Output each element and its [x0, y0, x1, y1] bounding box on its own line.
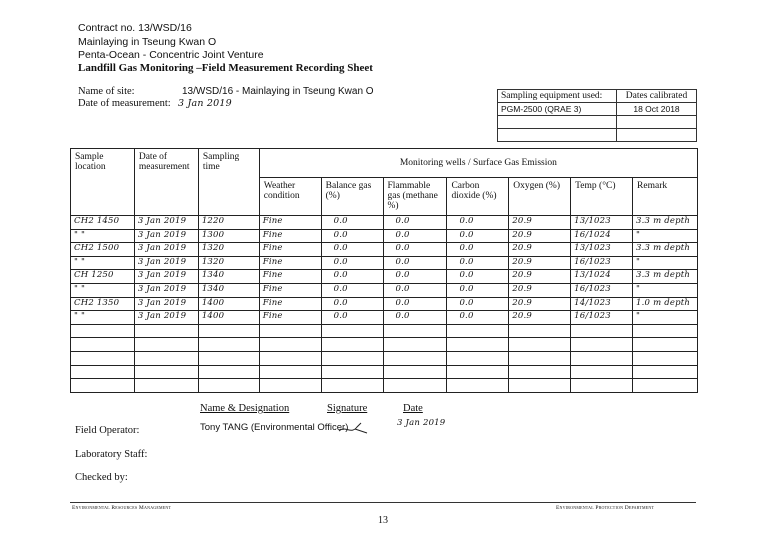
cell-date-value: 3 Jan 2019 — [137, 216, 187, 226]
empty-cell — [71, 324, 135, 338]
cell-time — [198, 243, 259, 257]
cell-bal — [321, 216, 383, 230]
empty-cell — [509, 379, 571, 393]
cell-bal-value: 0.0 — [333, 216, 348, 226]
cell-remark-value: 3.3 m depth — [636, 243, 691, 254]
empty-cell — [198, 365, 259, 379]
cell-co2-value: 0.0 — [459, 229, 474, 240]
cell-remark-value: " — [636, 256, 641, 267]
empty-row — [71, 324, 698, 338]
cell-temp-value: 14/1023 — [574, 297, 611, 308]
empty-cell — [259, 379, 321, 393]
empty-cell — [509, 324, 571, 338]
cell-bal — [321, 270, 383, 284]
cell-loc-value: " " — [74, 229, 86, 240]
cell-weather — [259, 243, 321, 257]
header-sampling-time: Sampling time — [198, 149, 259, 216]
cell-weather-value: Fine — [262, 229, 283, 240]
cell-flam — [383, 256, 447, 270]
cell-loc-value: CH2 1350 — [74, 297, 120, 308]
table-row — [71, 283, 698, 297]
cell-date — [134, 243, 198, 257]
footer-right: Environmental Protection Department — [556, 505, 655, 511]
cell-loc — [71, 229, 135, 243]
cell-loc — [71, 256, 135, 270]
cell-temp-value: 16/1023 — [574, 256, 611, 267]
cell-bal-value: 0.0 — [333, 297, 348, 308]
contractor-name: Penta-Ocean - Concentric Joint Venture — [78, 49, 264, 61]
cell-weather — [259, 297, 321, 311]
cell-flam-value: 0.0 — [395, 297, 410, 308]
cell-flam-value: 0.0 — [395, 229, 410, 240]
empty-cell — [259, 351, 321, 365]
table-row — [71, 256, 698, 270]
cell-bal — [321, 311, 383, 325]
cell-co2-value: 0.0 — [459, 216, 474, 226]
field-operator-name: Tony TANG (Environmental Officer) — [200, 422, 349, 433]
header-weather: Weather condition — [259, 178, 321, 216]
table-row — [71, 297, 698, 311]
cell-weather — [259, 229, 321, 243]
cell-flam-value: 0.0 — [395, 283, 410, 294]
cell-weather-value: Fine — [262, 256, 283, 267]
empty-cell — [71, 351, 135, 365]
cell-date-value: 3 Jan 2019 — [137, 229, 187, 240]
table-row — [71, 229, 698, 243]
cell-date-value: 3 Jan 2019 — [137, 270, 187, 281]
empty-cell — [134, 351, 198, 365]
empty-cell — [633, 351, 698, 365]
empty-cell — [571, 379, 633, 393]
empty-cell — [259, 324, 321, 338]
empty-cell — [383, 365, 447, 379]
cell-date — [134, 256, 198, 270]
cell-temp — [571, 256, 633, 270]
lab-staff-label: Laboratory Staff: — [75, 449, 148, 460]
cell-flam — [383, 283, 447, 297]
cell-temp-value: 16/1023 — [574, 311, 611, 322]
cell-remark — [633, 243, 698, 257]
cell-flam — [383, 243, 447, 257]
cell-co2 — [447, 283, 509, 297]
empty-cell — [134, 324, 198, 338]
cell-loc — [71, 297, 135, 311]
cell-flam-value: 0.0 — [395, 216, 410, 226]
cell-loc-value: CH2 1500 — [74, 243, 120, 254]
cell-bal-value: 0.0 — [333, 229, 348, 240]
empty-cell — [571, 338, 633, 352]
empty-cell — [71, 365, 135, 379]
sheet-title: Landfill Gas Monitoring –Field Measurement Recording Sheet — [78, 62, 373, 74]
cell-flam — [383, 216, 447, 230]
cell-co2 — [447, 243, 509, 257]
empty-cell — [383, 351, 447, 365]
cell-temp — [571, 270, 633, 284]
empty-row — [71, 338, 698, 352]
header-oxygen: Oxygen (%) — [509, 178, 571, 216]
empty-cell — [198, 379, 259, 393]
empty-cell — [198, 351, 259, 365]
empty-cell — [71, 338, 135, 352]
cell-time-value: 1400 — [201, 297, 225, 308]
cell-remark — [633, 283, 698, 297]
contract-number: Contract no. 13/WSD/16 — [78, 22, 192, 34]
empty-row — [71, 351, 698, 365]
cell-time — [198, 229, 259, 243]
cell-date-value: 3 Jan 2019 — [137, 243, 187, 254]
empty-cell — [321, 324, 383, 338]
cell-flam-value: 0.0 — [395, 311, 410, 322]
cell-date-value: 3 Jan 2019 — [137, 283, 187, 294]
empty-cell — [71, 379, 135, 393]
cell-temp — [571, 216, 633, 230]
cell-bal — [321, 256, 383, 270]
cell-loc — [71, 216, 135, 230]
cell-temp-value: 13/1023 — [574, 216, 611, 226]
cell-flam-value: 0.0 — [395, 243, 410, 254]
measurement-table — [70, 148, 698, 393]
cell-o2-value: 20.9 — [512, 256, 533, 267]
header-measurement-date: Date of measurement — [134, 149, 198, 216]
cell-co2-value: 0.0 — [459, 283, 474, 294]
cell-remark — [633, 256, 698, 270]
cell-bal — [321, 229, 383, 243]
cell-remark — [633, 270, 698, 284]
cell-o2-value: 20.9 — [512, 216, 533, 226]
cell-remark-value: " — [636, 283, 641, 294]
empty-cell — [383, 338, 447, 352]
cell-bal-value: 0.0 — [333, 283, 348, 294]
cell-o2-value: 20.9 — [512, 229, 533, 240]
empty-cell — [447, 351, 509, 365]
table-row — [71, 270, 698, 284]
cell-bal — [321, 243, 383, 257]
calibration-equipment-header: Sampling equipment used: — [498, 90, 617, 103]
empty-cell — [259, 365, 321, 379]
cell-loc-value: " " — [74, 256, 86, 267]
empty-cell — [134, 338, 198, 352]
cell-co2-value: 0.0 — [459, 311, 474, 322]
signoff-name-header: Name & Designation — [200, 403, 290, 414]
cell-remark-value: " — [636, 229, 641, 240]
cell-remark — [633, 216, 698, 230]
cell-temp-value: 13/1023 — [574, 243, 611, 254]
cell-loc — [71, 270, 135, 284]
cell-co2 — [447, 216, 509, 230]
cell-temp-value: 16/1023 — [574, 283, 611, 294]
cell-o2 — [509, 283, 571, 297]
site-name-label: Name of site: — [78, 86, 135, 97]
cell-time-value: 1400 — [201, 311, 225, 322]
cell-loc — [71, 283, 135, 297]
cell-flam — [383, 270, 447, 284]
cell-time-value: 1300 — [201, 229, 225, 240]
cell-remark-value: 3.3 m depth — [636, 216, 691, 226]
empty-cell — [134, 365, 198, 379]
cell-o2 — [509, 243, 571, 257]
cell-date — [134, 216, 198, 230]
measurement-date-label: Date of measurement: — [78, 98, 171, 109]
cell-co2-value: 0.0 — [459, 256, 474, 267]
cell-flam — [383, 311, 447, 325]
cell-weather — [259, 256, 321, 270]
cell-co2 — [447, 297, 509, 311]
table-row — [71, 311, 698, 325]
cell-bal-value: 0.0 — [333, 270, 348, 281]
empty-cell — [198, 338, 259, 352]
cell-co2-value: 0.0 — [459, 270, 474, 281]
header-carbon-dioxide: Carbon dioxide (%) — [447, 178, 509, 216]
empty-cell — [633, 324, 698, 338]
cell-temp-value: 13/1024 — [574, 270, 611, 281]
header-remark: Remark — [633, 178, 698, 216]
table-row — [71, 216, 698, 230]
empty-cell — [259, 338, 321, 352]
cell-date — [134, 283, 198, 297]
cell-weather-value: Fine — [262, 243, 283, 254]
cell-o2-value: 20.9 — [512, 283, 533, 294]
empty-cell — [134, 379, 198, 393]
cell-remark-value: " — [636, 311, 641, 322]
cell-flam-value: 0.0 — [395, 270, 410, 281]
cell-time-value: 1340 — [201, 270, 225, 281]
cell-time — [198, 283, 259, 297]
cell-o2-value: 20.9 — [512, 243, 533, 254]
empty-cell — [321, 351, 383, 365]
cell-loc-value: CH 1250 — [74, 270, 114, 281]
cell-co2-value: 0.0 — [459, 297, 474, 308]
empty-cell — [383, 324, 447, 338]
cell-weather-value: Fine — [262, 216, 283, 226]
cell-temp-value: 16/1024 — [574, 229, 611, 240]
cell-temp — [571, 311, 633, 325]
empty-cell — [383, 379, 447, 393]
cell-o2-value: 20.9 — [512, 270, 533, 281]
cell-co2 — [447, 229, 509, 243]
header-flammable-gas: Flammable gas (methane %) — [383, 178, 447, 216]
cell-bal — [321, 297, 383, 311]
cell-remark — [633, 297, 698, 311]
empty-cell — [198, 324, 259, 338]
project-name: Mainlaying in Tseung Kwan O — [78, 36, 217, 48]
cell-bal-value: 0.0 — [333, 311, 348, 322]
calibration-date-header: Dates calibrated — [617, 90, 697, 103]
cell-loc-value: " " — [74, 283, 86, 294]
cell-temp — [571, 297, 633, 311]
cell-date-value: 3 Jan 2019 — [137, 311, 187, 322]
cell-co2 — [447, 256, 509, 270]
cell-time — [198, 297, 259, 311]
empty-cell — [447, 379, 509, 393]
cell-remark-value: 1.0 m depth — [636, 297, 691, 308]
cell-loc-value: " " — [74, 311, 86, 322]
header-balance-gas: Balance gas (%) — [321, 178, 383, 216]
measurement-date-value: 3 Jan 2019 — [178, 98, 232, 109]
cell-time — [198, 311, 259, 325]
cell-date — [134, 229, 198, 243]
cell-date — [134, 270, 198, 284]
cell-time-value: 1320 — [201, 256, 225, 267]
header-sample-location: Sample location — [71, 149, 135, 216]
footer-left: Environmental Resources Management — [72, 505, 172, 511]
cell-bal-value: 0.0 — [333, 243, 348, 254]
empty-cell — [509, 338, 571, 352]
empty-cell — [509, 365, 571, 379]
table-row — [71, 243, 698, 257]
cell-weather — [259, 311, 321, 325]
cell-time-value: 1340 — [201, 283, 225, 294]
header-temp: Temp (°C) — [571, 178, 633, 216]
cell-weather-value: Fine — [262, 311, 283, 322]
field-operator-label: Field Operator: — [75, 425, 140, 436]
cell-time — [198, 256, 259, 270]
empty-cell — [447, 365, 509, 379]
cell-o2 — [509, 270, 571, 284]
signoff-date-header: Date — [403, 403, 423, 414]
cell-loc — [71, 243, 135, 257]
cell-weather — [259, 270, 321, 284]
empty-row — [71, 365, 698, 379]
empty-cell — [447, 324, 509, 338]
cell-bal — [321, 283, 383, 297]
empty-cell — [509, 351, 571, 365]
cell-o2 — [509, 297, 571, 311]
cell-time — [198, 216, 259, 230]
cell-date-value: 3 Jan 2019 — [137, 297, 187, 308]
cell-weather-value: Fine — [262, 297, 283, 308]
header-monitoring-group: Monitoring wells / Surface Gas Emission — [259, 149, 697, 178]
cell-flam — [383, 229, 447, 243]
calibration-equipment: PGM-2500 (QRAE 3) — [498, 103, 617, 116]
signoff-signature-header: Signature — [327, 403, 368, 414]
empty-cell — [571, 365, 633, 379]
empty-cell — [321, 338, 383, 352]
signature-image — [335, 417, 371, 437]
cell-o2 — [509, 216, 571, 230]
cell-remark — [633, 229, 698, 243]
page-number: 13 — [378, 515, 388, 526]
cell-flam — [383, 297, 447, 311]
cell-bal-value: 0.0 — [333, 256, 348, 267]
cell-o2 — [509, 311, 571, 325]
cell-temp — [571, 229, 633, 243]
cell-co2 — [447, 270, 509, 284]
empty-cell — [321, 379, 383, 393]
calibration-table — [497, 89, 697, 142]
cell-o2-value: 20.9 — [512, 311, 533, 322]
empty-cell — [447, 338, 509, 352]
calibration-date: 18 Oct 2018 — [617, 103, 697, 116]
cell-temp — [571, 243, 633, 257]
cell-date — [134, 297, 198, 311]
empty-cell — [633, 379, 698, 393]
cell-weather-value: Fine — [262, 270, 283, 281]
cell-time — [198, 270, 259, 284]
cell-date — [134, 311, 198, 325]
footer-rule — [70, 502, 696, 503]
cell-flam-value: 0.0 — [395, 256, 410, 267]
empty-cell — [321, 365, 383, 379]
cell-loc — [71, 311, 135, 325]
cell-temp — [571, 283, 633, 297]
checked-by-label: Checked by: — [75, 472, 128, 483]
cell-weather — [259, 283, 321, 297]
cell-co2 — [447, 311, 509, 325]
field-operator-date: 3 Jan 2019 — [397, 418, 446, 428]
cell-o2 — [509, 229, 571, 243]
empty-cell — [571, 351, 633, 365]
cell-o2-value: 20.9 — [512, 297, 533, 308]
empty-row — [71, 379, 698, 393]
cell-weather — [259, 216, 321, 230]
cell-co2-value: 0.0 — [459, 243, 474, 254]
cell-loc-value: CH2 1450 — [74, 216, 120, 226]
empty-cell — [633, 338, 698, 352]
cell-weather-value: Fine — [262, 283, 283, 294]
cell-remark-value: 3.3 m depth — [636, 270, 691, 281]
cell-time-value: 1320 — [201, 243, 225, 254]
cell-o2 — [509, 256, 571, 270]
site-name-value: 13/WSD/16 - Mainlaying in Tseung Kwan O — [182, 86, 374, 97]
cell-date-value: 3 Jan 2019 — [137, 256, 187, 267]
empty-cell — [633, 365, 698, 379]
cell-time-value: 1220 — [201, 216, 225, 226]
cell-remark — [633, 311, 698, 325]
empty-cell — [571, 324, 633, 338]
